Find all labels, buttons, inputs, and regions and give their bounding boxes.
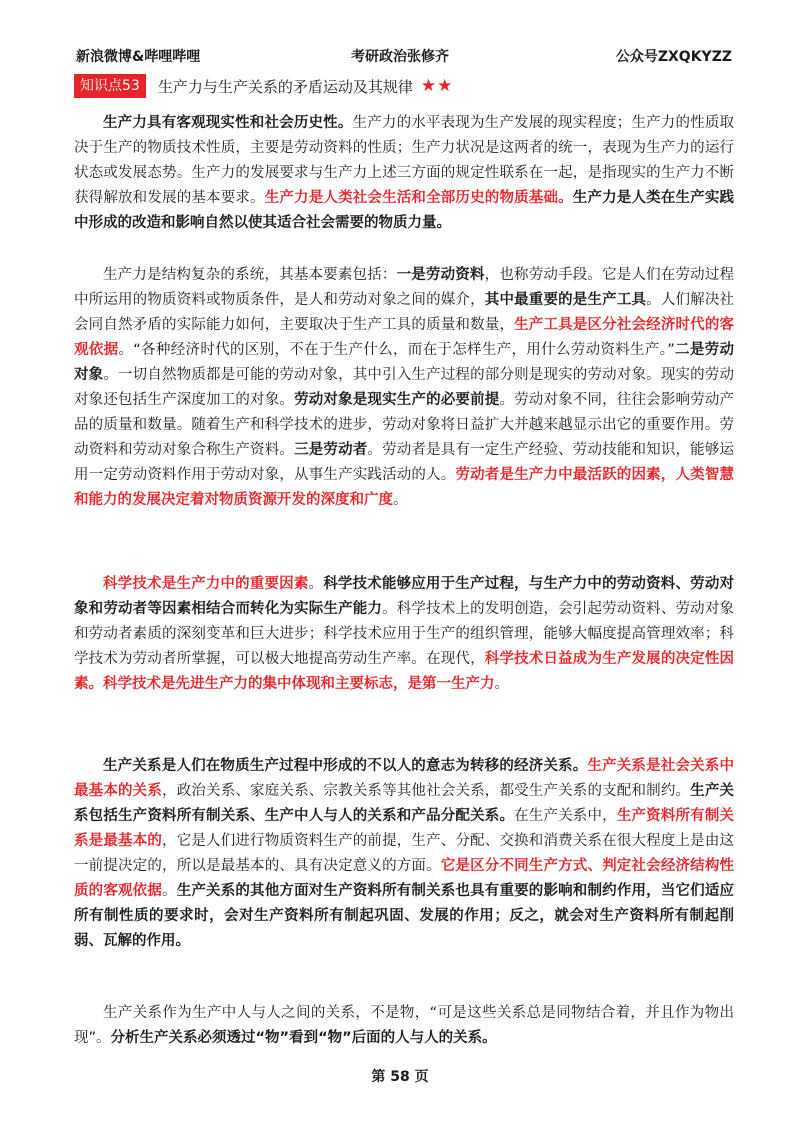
body-text: ，它是人们进行物质资料生产的前提，生产、分配、交换和消费关系在很大程度上是由这一前提决定的，所以是最基本的、具有决定意义的方面。: [74, 833, 735, 874]
paragraph-relations-and-things: [74, 1001, 734, 1051]
bold-text: 一是劳动资料: [396, 267, 485, 283]
paragraph-productivity-nature: [74, 111, 734, 236]
body-text: ，也称劳动手段。它是人们在劳动过程中所运用的物质资料或物质条件，是人和劳动对象之间的媒介，: [74, 267, 735, 308]
body-text: 。人们解决社会同自然矛盾的实际能力如何，主要取决于生产工具的质量和数量，: [74, 292, 735, 333]
bold-text: 二是劳动对象: [74, 342, 734, 383]
body-text: 生产力的水平表现为生产发展的现实程度；生产力的性质取决于生产的物质技术性质，主要是劳动资料的性质；生产力状况是这两者的统一，表现为生产力的运行状态或发展态势。生产力的发展要求与生产力上述三方面的规定性联系在一起，是指现实的生产力不断获得解放和发展的基本要求。: [74, 115, 735, 206]
body-text: 。: [162, 883, 177, 899]
highlighted-text: 生产力是人类社会生活和全部历史的物质基础。: [264, 190, 573, 206]
body-text: 。: [308, 576, 324, 592]
body-text: 在生产关系中，: [514, 808, 617, 824]
knowledge-point-heading: [74, 73, 453, 99]
page-header: [62, 46, 738, 70]
highlighted-text: 劳动者是生产力中最活跃的因素，人类智慧和能力的发展决定着对物质资源开发的深度和广度: [74, 467, 735, 508]
body-text: 。: [393, 492, 408, 508]
bold-text: 生产关系包括生产资料所有制关系、生产中人与人的关系和产品分配关系。: [74, 783, 735, 824]
bold-text: 生产关系的其他方面对生产资料所有制关系也具有重要的影响和制约作用，当它们适应所有制性质的要求时，会对生产资料所有制起巩固、发展的作用；反之，就会对生产资料所有制起削弱、瓦解的作用。: [74, 883, 735, 949]
bold-text: 科学技术能够应用于生产过程，与生产力中的劳动资料、劳动对象和劳动者等因素相结合而转化为实际生产能力: [74, 576, 735, 617]
bold-text: 三是劳动者: [294, 442, 368, 458]
body-text: 。科学技术上的发明创造，会引起劳动资料、劳动对象和劳动者素质的深刻变革和巨大进步；科学技术应用于生产的组织管理，能够大幅度提高管理效率；科学技术为劳动者所掌握，可以极大地提高劳动生产率。在现代，: [74, 601, 734, 667]
highlighted-text: 科学技术日益成为生产发展的决定性因素。科学技术是先进生产力的集中体现和主要标志，是第一生产力: [74, 651, 735, 692]
body-text: 。劳动对象不同，往往会影响劳动产品的质量和数量。随着生产和科学技术的进步，劳动对象将日益扩大并越来越显示出它的重要作用。劳动资料和劳动对象合称生产资料。: [74, 392, 735, 458]
highlighted-text: 生产资料所有制关系是最基本的: [74, 808, 735, 849]
paragraph-productivity-elements: [74, 263, 734, 513]
star-rating-icon: ★★: [420, 76, 454, 96]
bold-text: 生产力具有客观现实性和社会历史性。: [103, 115, 353, 131]
bold-text: 劳动对象是现实生产的必要前提: [294, 392, 500, 408]
highlighted-text: 生产工具是区分社会经济时代的客观依据: [74, 317, 735, 358]
page-number: 第 58 页: [371, 1069, 429, 1085]
paragraph-relations-of-production: [74, 754, 734, 954]
header-author: 考研政治张修齐: [351, 49, 449, 65]
body-text: 。一切自然物质都是可能的劳动对象，其中引入生产过程的部分则是现实的劳动对象。现实的劳动对象还包括生产深度加工的对象。: [74, 367, 734, 408]
body-text: 生产关系作为生产中人与人之间的关系，不是物，“可是这些关系总是同物结合着，并且作为物出现”。: [74, 1005, 734, 1046]
highlighted-text: 生产关系是社会关系中最基本的关系: [74, 758, 734, 799]
bold-text: 分析生产关系必须透过“物”看到“物”后面的人与人的关系。: [110, 1030, 497, 1046]
header-social: 新浪微博&哔哩哔哩: [76, 49, 201, 65]
body-text: ，政治关系、家庭关系、宗教关系等其他社会关系，都受生产关系的支配和制约。: [162, 783, 691, 799]
highlighted-text: 科学技术是生产力中的重要因素: [103, 576, 309, 592]
knowledge-point-title: 生产力与生产关系的矛盾运动及其规律: [157, 77, 413, 96]
knowledge-point-badge: 知识点53: [74, 74, 146, 98]
header-account: 公众号ZXQKYZZ: [615, 49, 732, 65]
body-text: 生产力是结构复杂的系统，其基本要素包括：: [103, 267, 397, 283]
bold-text: 其中最重要的是生产工具: [484, 292, 647, 308]
highlighted-text: 它是区分不同生产方式、判定社会经济结构性质的客观依据: [74, 858, 735, 899]
body-text: 。: [494, 676, 509, 692]
body-text: 。“各种经济时代的区别，不在于生产什么，而在于怎样生产，用什么劳动资料生产。”: [118, 342, 675, 358]
body-text: 。劳动者是具有一定生产经验、劳动技能和知识，能够运用一定劳动资料作用于劳动对象，从事生产实践活动的人。: [74, 442, 735, 483]
paragraph-science-technology: [74, 572, 734, 697]
bold-text: 生产力是人类在生产实践中形成的改造和影响自然以使其适合社会需要的物质力量。: [74, 190, 735, 231]
bold-text: 生产关系是人们在物质生产过程中形成的不以人的意志为转移的经济关系。: [103, 758, 588, 774]
